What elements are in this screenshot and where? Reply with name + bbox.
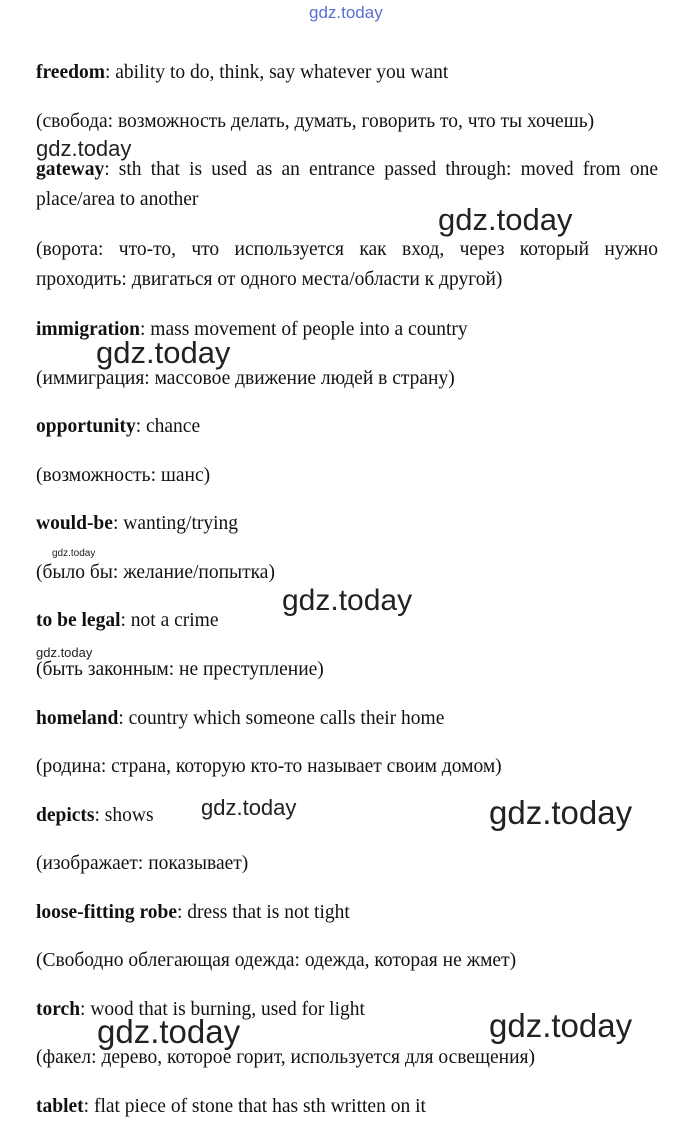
watermark: gdz.today — [36, 136, 132, 161]
entry-would-be-definition — [36, 509, 658, 539]
entry-opportunity-translation: (возможность: шанс) — [36, 465, 211, 486]
definition: : wood that is burning, used for light — [80, 999, 365, 1020]
entry-freedom-translation: (свобода: возможность делать, думать, говорить то, что ты хочешь) — [36, 111, 595, 132]
entry-depicts-translation: (изображает: показывает) — [36, 853, 249, 874]
term: to be legal — [36, 610, 121, 631]
term: homeland — [36, 708, 119, 729]
watermark: gdz.today — [489, 794, 633, 831]
term: gateway — [36, 159, 105, 180]
entry-to-be-legal-translation: (быть законным: не преступление) — [36, 659, 324, 680]
entry-immigration-translation: (иммиграция: массовое движение людей в страну) — [36, 368, 455, 389]
watermark: gdz.today — [96, 335, 231, 370]
term: would-be — [36, 513, 113, 534]
term: loose-fitting robe — [36, 902, 177, 923]
definition: : mass movement of people into a country — [139, 319, 468, 340]
entry-homeland-translation: (родина: страна, которую кто-то называет своим домом) — [36, 756, 502, 777]
watermark: gdz.today — [489, 1007, 633, 1044]
entry-freedom-definition — [36, 58, 658, 88]
definition: : country which someone calls their home — [118, 708, 445, 729]
definition: : not a crime — [120, 610, 219, 631]
watermark: gdz.today — [97, 1013, 241, 1050]
entry-opportunity-definition — [36, 412, 658, 442]
definition: : sth that is used as an entrance passed through: moved from one place/area to another — [36, 159, 658, 210]
watermark: gdz.today — [36, 645, 93, 660]
definition: : chance — [135, 416, 201, 437]
definition: : dress that is not tight — [177, 902, 350, 923]
watermark: gdz.today — [438, 202, 573, 237]
entry-loose-fitting-robe-translation: (Свободно облегающая одежда: одежда, которая не жмет) — [36, 950, 517, 971]
term: immigration — [36, 319, 140, 340]
term: depicts — [36, 805, 95, 826]
watermark: gdz.today — [52, 548, 96, 559]
term: opportunity — [36, 416, 136, 437]
term: freedom — [36, 62, 105, 83]
term: tablet — [36, 1096, 84, 1117]
entry-would-be-translation: (было бы: желание/попытка) — [36, 562, 275, 583]
definition: : ability to do, think, say whatever you want — [104, 62, 449, 83]
definition: : flat piece of stone that has sth written on it — [83, 1096, 426, 1117]
watermark: gdz.today — [201, 795, 297, 820]
term: torch — [36, 999, 81, 1020]
definition: : shows — [94, 805, 154, 826]
header-watermark: gdz.today — [309, 3, 383, 22]
watermark: gdz.today — [282, 584, 413, 617]
definition: : wanting/trying — [112, 513, 239, 534]
entry-tablet-definition — [36, 1092, 658, 1122]
entry-torch-translation: (факел: дерево, которое горит, используется для освещения) — [36, 1047, 536, 1068]
entry-gateway-translation: (ворота: что-то, что используется как вход, через который нужно проходить: двигаться от одного места/области к другой) — [36, 239, 658, 290]
entry-homeland-definition — [36, 704, 658, 734]
entry-loose-fitting-robe-definition — [36, 898, 658, 928]
